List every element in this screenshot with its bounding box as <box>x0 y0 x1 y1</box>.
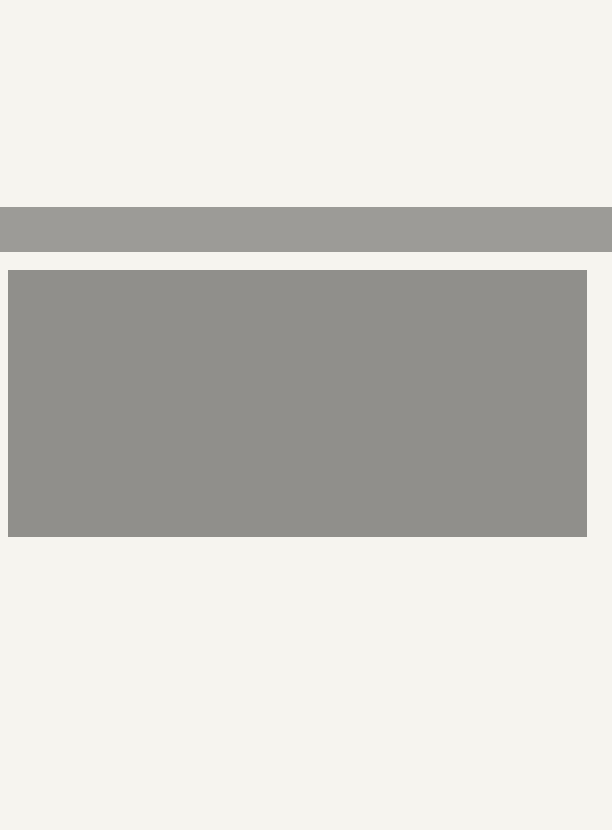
team-photo <box>8 270 587 537</box>
team-photo-frame <box>8 270 587 537</box>
game-summary-central <box>37 612 287 626</box>
scan-gray-band <box>0 207 612 252</box>
game-summary-right-column <box>322 612 574 652</box>
